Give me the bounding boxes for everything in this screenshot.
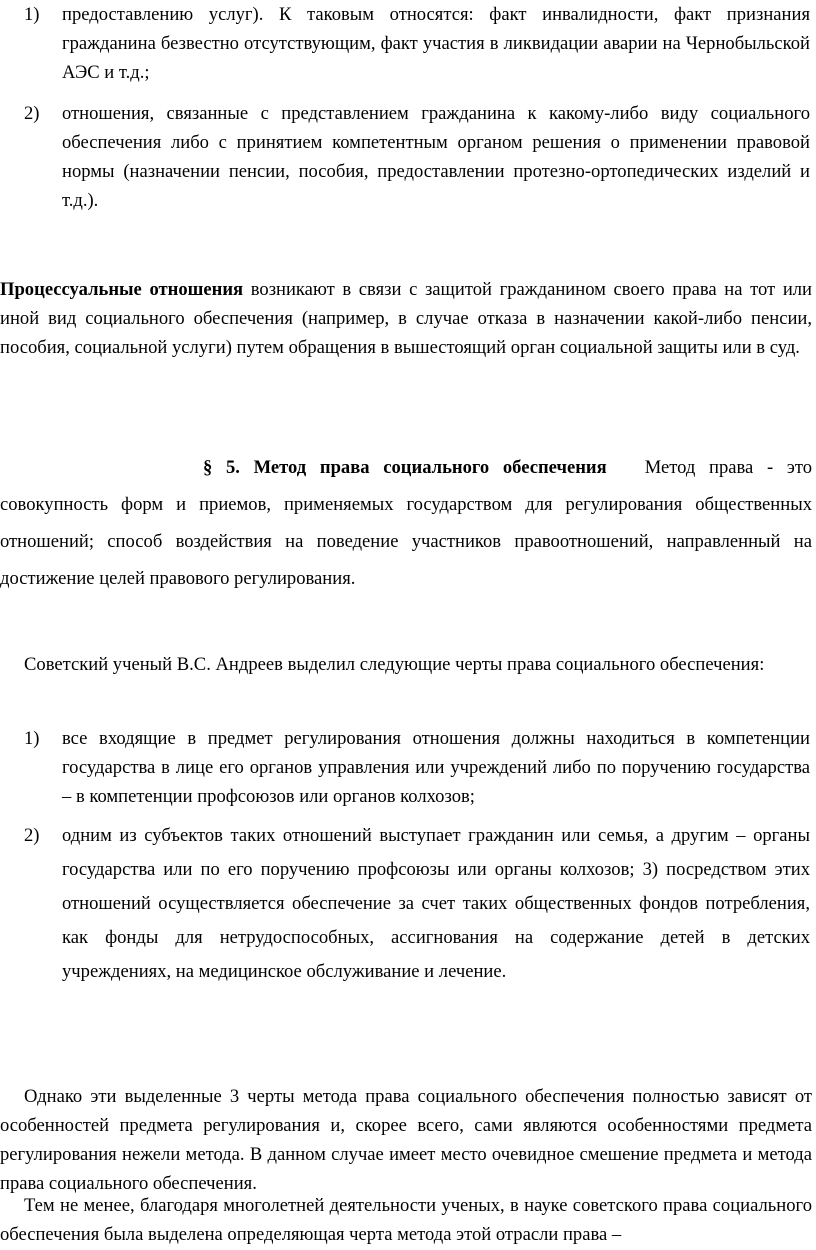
section-5-paragraph — [0, 449, 812, 597]
procedural-relations-paragraph — [0, 275, 812, 362]
list-item-text: предоставлению услуг). К таковым относятся: факт инвалидности, факт признания гражданина безвестно отсутствующим, факт участия в ликвидации аварии на Чернобыльской АЭС и т.д.; — [62, 4, 810, 83]
list-number: 1) — [24, 728, 40, 749]
list-number: 2) — [24, 103, 40, 124]
list-number: 1) — [24, 4, 40, 25]
method-definition: Метод права - это совокупность форм и приемов, применяемых государством для регулирования общественных отношений; способ воздействия на поведение участников правоотношений, направленный на достижение целей правового регулирования. — [0, 457, 812, 589]
list-item — [24, 0, 810, 87]
section-heading: § 5. Метод права социального обеспечения — [203, 457, 607, 478]
procedural-text: возникают в связи с защитой гражданином своего права на тот или иной вид социального обеспечения (например, в случае отказа в назначении какой-либо пенсии, пособия, социальной услуги) путем обращения в вышестоящий орган социальной защиты или в суд. — [0, 279, 812, 358]
list-item — [24, 724, 810, 811]
procedural-term: Процессуальные отношения — [0, 279, 244, 300]
nevertheless-paragraph: Тем не менее, благодаря многолетней деятельности ученых, в науке советского права социального обеспечения была выделена определяющая черта метода этой отрасли права – — [0, 1195, 812, 1245]
list-number: 2) — [24, 825, 40, 846]
list-item — [24, 99, 810, 215]
list-item — [24, 819, 810, 989]
however-paragraph: Однако эти выделенные 3 черты метода права социального обеспечения полностью зависят от особенностей предмета регулирования и, скорее всего, сами являются особенностями предмета регулирования нежели метода. В данном случае имеет место очевидное смешение предмета и метода права социального обеспечения. — [0, 1086, 812, 1194]
list-item-text: отношения, связанные с представлением гражданина к какому-либо виду социального обеспечения либо с принятием компетентным органом решения о применении правовой нормы (назначении пенсии, пособия, предоставлении протезно-ортопедических изделий и т.д.). — [62, 103, 810, 211]
list-item-text: все входящие в предмет регулирования отношения должны находиться в компетенции государства в лице его органов управления или учреждений либо по поручению государства – в компетенции профсоюзов или органов колхозов; — [62, 728, 810, 807]
andreev-intro-paragraph: Советский ученый В.С. Андреев выделил следующие черты права социального обеспечения: — [24, 654, 765, 675]
list-item-text: одним из субъектов таких отношений выступает гражданин или семья, а другим – органы государства или по его поручению профсоюзы или органы колхозов; 3) посредством этих отношений осуществляется обеспечение за счет таких общественных фондов потребления, как фонды для нетрудоспособных, ассигнования на содержание детей в детских учреждениях, на медицинское обслуживание и лечение. — [62, 825, 810, 982]
